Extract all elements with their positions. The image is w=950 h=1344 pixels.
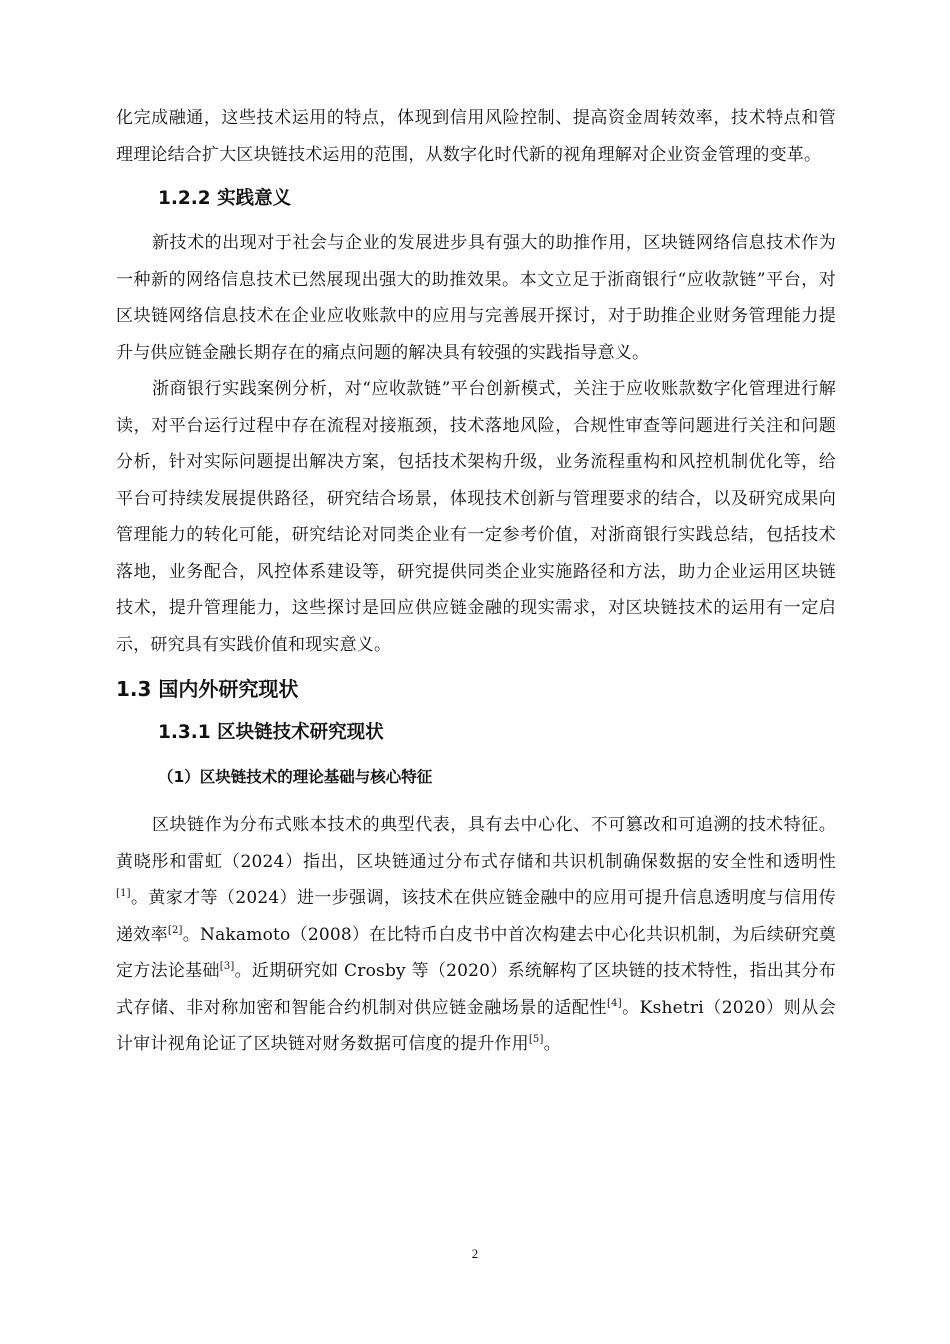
- paragraph-practical-significance-1: 新技术的出现对于社会与企业的发展进步具有强大的助推作用，区块链网络信息技术作为一种新的网络信息技术已然展现出强大的助推效果。本文立足于浙商银行“应收款链”平台，对区块链网络信息技术在企业应收账款中的应用与完善展开探讨，对于助推企业财务管理能力提升与供应链金融长期存在的痛点问题的解决具有较强的实践指导意义。: [116, 233, 836, 363]
- paragraph-continuation: 化完成融通，这些技术运用的特点，体现到信用风险控制、提高资金周转效率，技术特点和管理理论结合扩大区块链技术运用的范围，从数字化时代新的视角理解对企业资金管理的变革。: [116, 108, 836, 165]
- text-segment: 。黄家才等（2024）进一步强调，该技术在供应链金融中的应用可提升信息透明度与信用传递效率: [116, 888, 836, 945]
- text-segment: 。: [543, 1034, 561, 1054]
- citation-3: [3]: [219, 961, 235, 972]
- citation-5: [5]: [528, 1034, 544, 1045]
- text-segment: 区块链作为分布式账本技术的典型代表，具有去中心化、不可篡改和可追溯的技术特征。黄晓彤和雷虹（2024）指出，区块链通过分布式存储和共识机制确保数据的安全性和透明性: [116, 815, 836, 872]
- text-segment: 。Nakamoto（2008）在比特币白皮书中首次构建去中心化共识机制，为后续研究奠定方法论基础: [116, 924, 836, 981]
- heading-practical-significance: 1.2.2 实践意义: [158, 188, 292, 209]
- heading-theory-foundation: （1）区块链技术的理论基础与核心特征: [158, 768, 433, 786]
- text-segment: 。近期研究如 Crosby 等（2020）系统解构了区块链的技术特性，指出其分布式存储、非对称加密和智能合约机制对供应链金融场景的适配性: [116, 961, 836, 1018]
- heading-blockchain-research-status: 1.3.1 区块链技术研究现状: [158, 722, 384, 743]
- citation-2: [2]: [167, 924, 183, 936]
- page-content: [116, 100, 836, 1063]
- citation-4: [4]: [607, 997, 622, 1009]
- paragraph-practical-significance-2: 浙商银行实践案例分析，对“应收款链”平台创新模式，关注于应收账款数字化管理进行解读，对平台运行过程中存在流程对接瓶颈，技术落地风险，合规性审查等问题进行关注和问题分析，针对实际问题提出解决方案，包括技术架构升级，业务流程重构和风控机制优化等，给平台可持续发展提供路径，研究结合场景，体现技术创新与管理要求的结合，以及研究成果向管理能力的转化可能，研究结论对同类企业有一定参考价值，对浙商银行实践总结，包括技术落地，业务配合，风控体系建设等，研究提供同类企业实施路径和方法，助力企业运用区块链技术，提升管理能力，这些探讨是回应供应链金融的现实需求，对区块链技术的运用有一定启示，研究具有实践价值和现实意义。: [116, 379, 836, 655]
- citation-1: [1]: [116, 888, 131, 899]
- page-number: 2: [471, 1246, 479, 1261]
- heading-research-status: 1.3 国内外研究现状: [116, 677, 299, 701]
- text-segment: 。Kshetri（2020）则从会计审计视角论证了区块链对财务数据可信度的提升作用: [116, 997, 836, 1054]
- paragraph-blockchain-theory: [116, 807, 836, 1063]
